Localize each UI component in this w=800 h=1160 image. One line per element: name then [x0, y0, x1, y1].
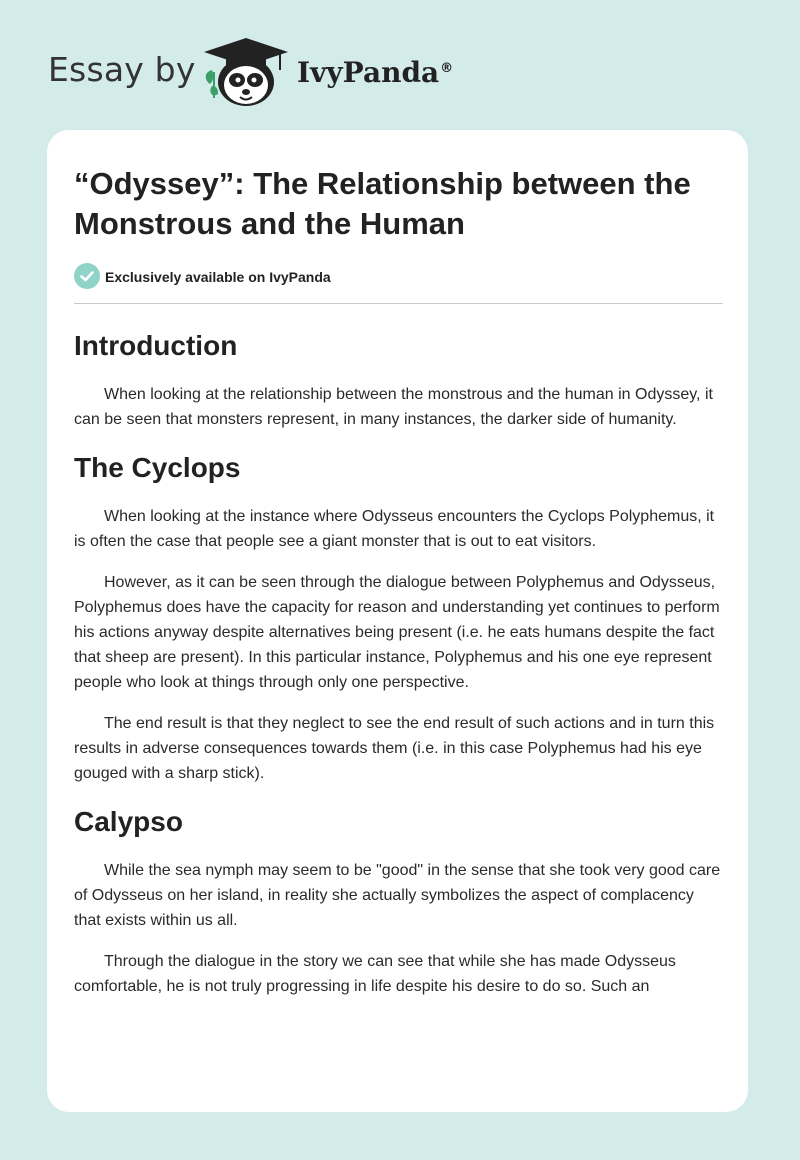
section-heading-introduction: Introduction	[74, 330, 238, 361]
brand-text: IvyPanda	[297, 56, 440, 89]
article-card	[47, 130, 748, 1112]
paragraph: When looking at the instance where Odysseus encounters the Cyclops Polyphemus, it is often the case that people see a giant monster that is out to eat visitors.	[74, 508, 715, 550]
paragraph: The end result is that they neglect to see the end result of such actions and in turn this results in adverse consequences towards them (i.e. in this case Polyphemus had his eye gouged with a sharp stick).	[74, 715, 715, 782]
divider	[74, 303, 723, 304]
article-title: “Odyssey”: The Relationship between the Monstrous and the Human	[74, 166, 691, 241]
paragraph: However, as it can be seen through the dialogue between Polyphemus and Odysseus, Polyphemus does have the capacity for reason and understanding yet continues to perform his actions anyway despite alternatives being present (i.e. he eats humans despite the fact that sheep are present). In this particular instance, Polyphemus and his one eye represent people who look at things through only one perspective.	[74, 574, 720, 691]
brand-name[interactable]	[297, 56, 453, 89]
check-icon	[74, 263, 100, 289]
section-heading-cyclops: The Cyclops	[74, 452, 241, 483]
registered-mark: ®	[440, 60, 454, 76]
paragraph: When looking at the relationship between the monstrous and the human in Odyssey, it can be seen that monsters represent, in many instances, the darker side of humanity.	[74, 386, 713, 428]
paragraph: While the sea nymph may seem to be "good" in the sense that she took very good care of Odysseus on her island, in reality she actually symbolizes the aspect of complacency that exists within us all.	[74, 862, 721, 929]
site-header	[0, 0, 800, 120]
section-heading-calypso: Calypso	[74, 806, 183, 837]
paragraph: Through the dialogue in the story we can see that while she has made Odysseus comfortable, he is not truly progressing in life despite his desire to do so. Such an	[74, 953, 676, 995]
panda-logo-icon[interactable]	[200, 36, 292, 108]
essay-by-label: Essay by	[48, 50, 196, 89]
badge-text: Exclusively available on IvyPanda	[105, 269, 331, 285]
article-body	[74, 310, 723, 1015]
